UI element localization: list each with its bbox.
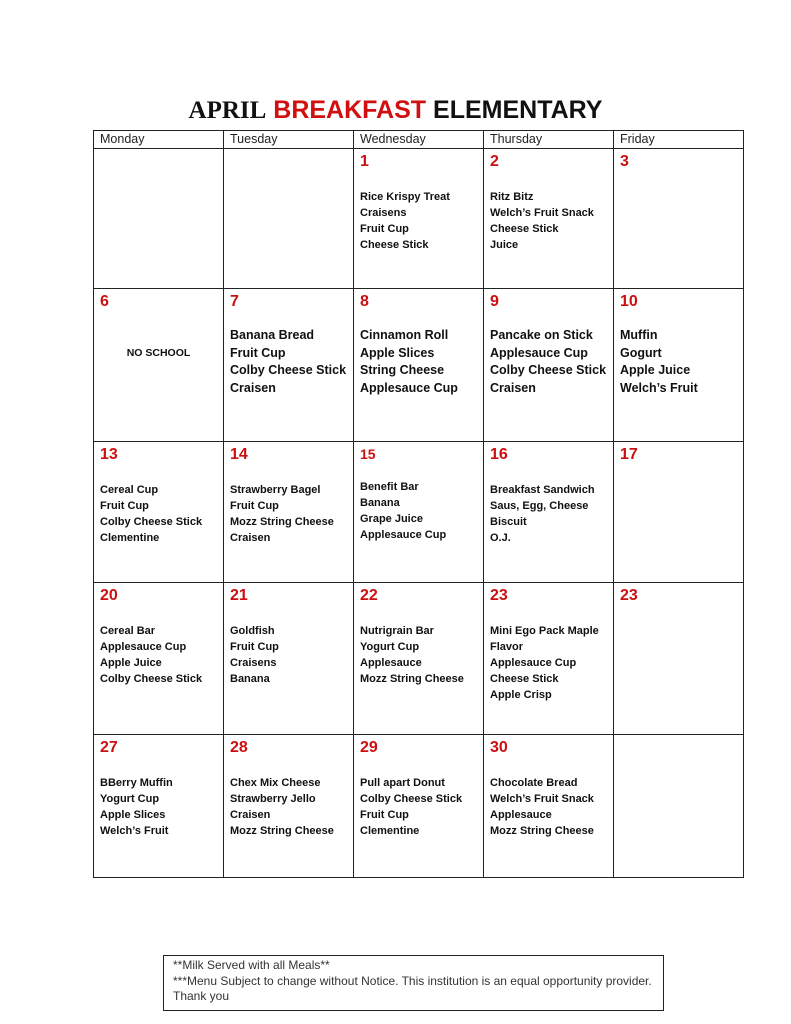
menu-item: Fruit Cup [230,345,286,360]
menu-items [360,623,483,687]
day-number: 20 [100,587,118,604]
menu-item: Colby Cheese Stick [360,793,463,805]
day-cell [484,289,614,442]
menu-items [490,623,613,703]
menu-item: Flavor [490,641,524,653]
menu-item: Yogurt Cup [100,793,160,805]
menu-item: Gogurt [620,345,662,360]
menu-items [230,327,353,397]
week-row [94,583,744,735]
weekday-header: Wednesday [354,131,484,149]
menu-item: Fruit Cup [360,223,409,235]
menu-items [360,327,483,397]
menu-item: Applesauce Cup [360,529,447,541]
day-cell [484,583,614,735]
menu-calendar [93,130,744,878]
day-cell [614,583,744,735]
menu-item: Banana [230,673,270,685]
menu-item: Cereal Cup [100,484,159,496]
week-row [94,289,744,442]
day-number: 16 [490,446,508,463]
menu-items [490,327,613,397]
menu-item: Rice Krispy Treat [360,191,450,203]
milk-note: **Milk Served with all Meals** [173,958,330,972]
menu-item: Yogurt Cup [360,641,420,653]
menu-item: Craisens [230,657,277,669]
day-number: 8 [360,293,369,310]
weekday-header: Thursday [484,131,614,149]
week-row [94,149,744,289]
day-cell [614,442,744,583]
day-cell [224,442,354,583]
menu-item: Strawberry Bagel [230,484,321,496]
menu-item: Apple Slices [360,345,435,360]
weekday-header-row [94,131,744,149]
title-school: ELEMENTARY [433,96,603,124]
menu-item: Strawberry Jello [230,793,316,805]
menu-items [360,479,483,543]
menu-item: Applesauce Cup [100,641,187,653]
day-number: 27 [100,739,118,756]
weekday-header: Tuesday [224,131,354,149]
day-cell [484,149,614,289]
disclaimer-note: ***Menu Subject to change without Notice. This institution is an equal opportunity provider. Thank you [173,973,652,1003]
menu-item: Colby Cheese Stick [100,673,203,685]
day-cell [354,583,484,735]
menu-item: Biscuit [490,516,527,528]
day-number: 28 [230,739,248,756]
menu-item: Colby Cheese Stick [230,363,347,377]
menu-item: Applesauce [360,657,422,669]
day-cell-empty [224,149,354,289]
day-number: 21 [230,587,248,604]
menu-items [490,189,613,253]
day-number: 23 [620,587,638,604]
menu-item: Colby Cheese Stick [100,516,203,528]
menu-item: Cheese Stick [490,673,559,685]
menu-item: Craisen [230,380,276,395]
menu-items [620,327,743,397]
menu-item: Fruit Cup [230,500,279,512]
menu-item: Banana Bread [230,328,315,342]
day-cell [484,735,614,878]
menu-item: Mozz String Cheese [360,673,464,685]
week-row [94,442,744,583]
menu-item: Chocolate Bread [490,777,578,789]
menu-items [360,189,483,253]
menu-item: Muffin [620,328,658,342]
no-school-note: NO SCHOOL [126,347,191,359]
menu-items [360,775,483,839]
menu-item: Clementine [360,825,420,837]
menu-item: Goldfish [230,625,275,637]
menu-item: Mozz String Cheese [230,825,334,837]
menu-item: BBerry Muffin [100,777,173,789]
menu-item: Fruit Cup [230,641,279,653]
menu-item: Cheese Stick [360,239,429,251]
day-cell [354,149,484,289]
menu-item: Mini Ego Pack Maple [490,625,599,637]
menu-item: Apple Crisp [490,689,552,701]
menu-item: Applesauce [490,809,552,821]
day-cell [94,442,224,583]
day-number: 7 [230,293,239,310]
menu-item: Pull apart Donut [360,777,445,789]
menu-item: Ritz Bitz [490,191,534,203]
menu-item: Applesauce Cup [490,657,577,669]
weekday-header: Friday [614,131,744,149]
menu-item: Mozz String Cheese [230,516,334,528]
menu-item: Apple Juice [100,657,162,669]
week-row [94,735,744,878]
page-title [0,94,791,127]
menu-items [100,482,223,546]
menu-item: Craisen [230,809,271,821]
menu-items [490,775,613,839]
menu-item: Clementine [100,532,160,544]
menu-item: Saus, Egg, Cheese [490,500,589,512]
day-cell [224,289,354,442]
menu-item: O.J. [490,532,511,544]
weekday-header: Monday [94,131,224,149]
day-number: 14 [230,446,248,463]
day-cell [354,442,484,583]
footer-notice [163,955,664,1011]
day-number: 10 [620,293,638,310]
day-cell [614,289,744,442]
title-meal: BREAKFAST [273,96,427,124]
menu-items [230,623,353,687]
menu-item: Apple Juice [620,363,691,377]
menu-item: Applesauce Cup [490,345,588,360]
menu-item: Craisen [230,532,271,544]
menu-item: Pancake on Stick [490,328,593,342]
menu-item: Nutrigrain Bar [360,625,434,637]
menu-item: Breakfast Sandwich [490,484,595,496]
day-number: 9 [490,293,499,310]
day-number: 15 [360,446,376,462]
day-cell [614,149,744,289]
menu-item: Craisen [490,380,536,395]
day-number: 29 [360,739,378,756]
menu-item: Colby Cheese Stick [490,363,607,377]
day-number: 17 [620,446,638,463]
menu-item: Welch’s Fruit Snack [490,793,594,805]
menu-items [490,482,613,546]
title-month: APRIL [188,97,267,124]
menu-item: String Cheese [360,363,445,377]
day-cell [484,442,614,583]
menu-item: Welch’s Fruit Snack [490,207,594,219]
day-number: 3 [620,153,629,170]
day-cell-empty [94,149,224,289]
day-number: 22 [360,587,378,604]
menu-item: Cheese Stick [490,223,559,235]
day-cell [94,735,224,878]
day-number: 1 [360,153,369,170]
menu-items [100,775,223,839]
menu-item: Applesauce Cup [360,380,458,395]
day-cell [224,735,354,878]
menu-item: Grape Juice [360,513,423,525]
day-number: 30 [490,739,508,756]
menu-item: Apple Slices [100,809,166,821]
menu-item: Mozz String Cheese [490,825,594,837]
day-cell-empty [614,735,744,878]
menu-item: Juice [490,239,519,251]
menu-item: Craisens [360,207,407,219]
menu-item: Cinnamon Roll [360,328,449,342]
menu-items [230,482,353,546]
day-number: 6 [100,293,109,310]
menu-item: Fruit Cup [360,809,409,821]
menu-items [230,775,353,839]
day-cell [94,583,224,735]
menu-item: Cereal Bar [100,625,156,637]
menu-item: Welch’s Fruit [620,380,698,395]
menu-item: Fruit Cup [100,500,149,512]
day-cell [354,735,484,878]
menu-item: Banana [360,497,400,509]
day-cell [94,289,224,442]
menu-item: Benefit Bar [360,481,419,493]
day-number: 2 [490,153,499,170]
day-cell [354,289,484,442]
day-number: 13 [100,446,118,463]
menu-items [100,623,223,687]
menu-item: Chex Mix Cheese [230,777,321,789]
day-cell [224,583,354,735]
menu-item: Welch’s Fruit [100,825,169,837]
day-number: 23 [490,587,508,604]
